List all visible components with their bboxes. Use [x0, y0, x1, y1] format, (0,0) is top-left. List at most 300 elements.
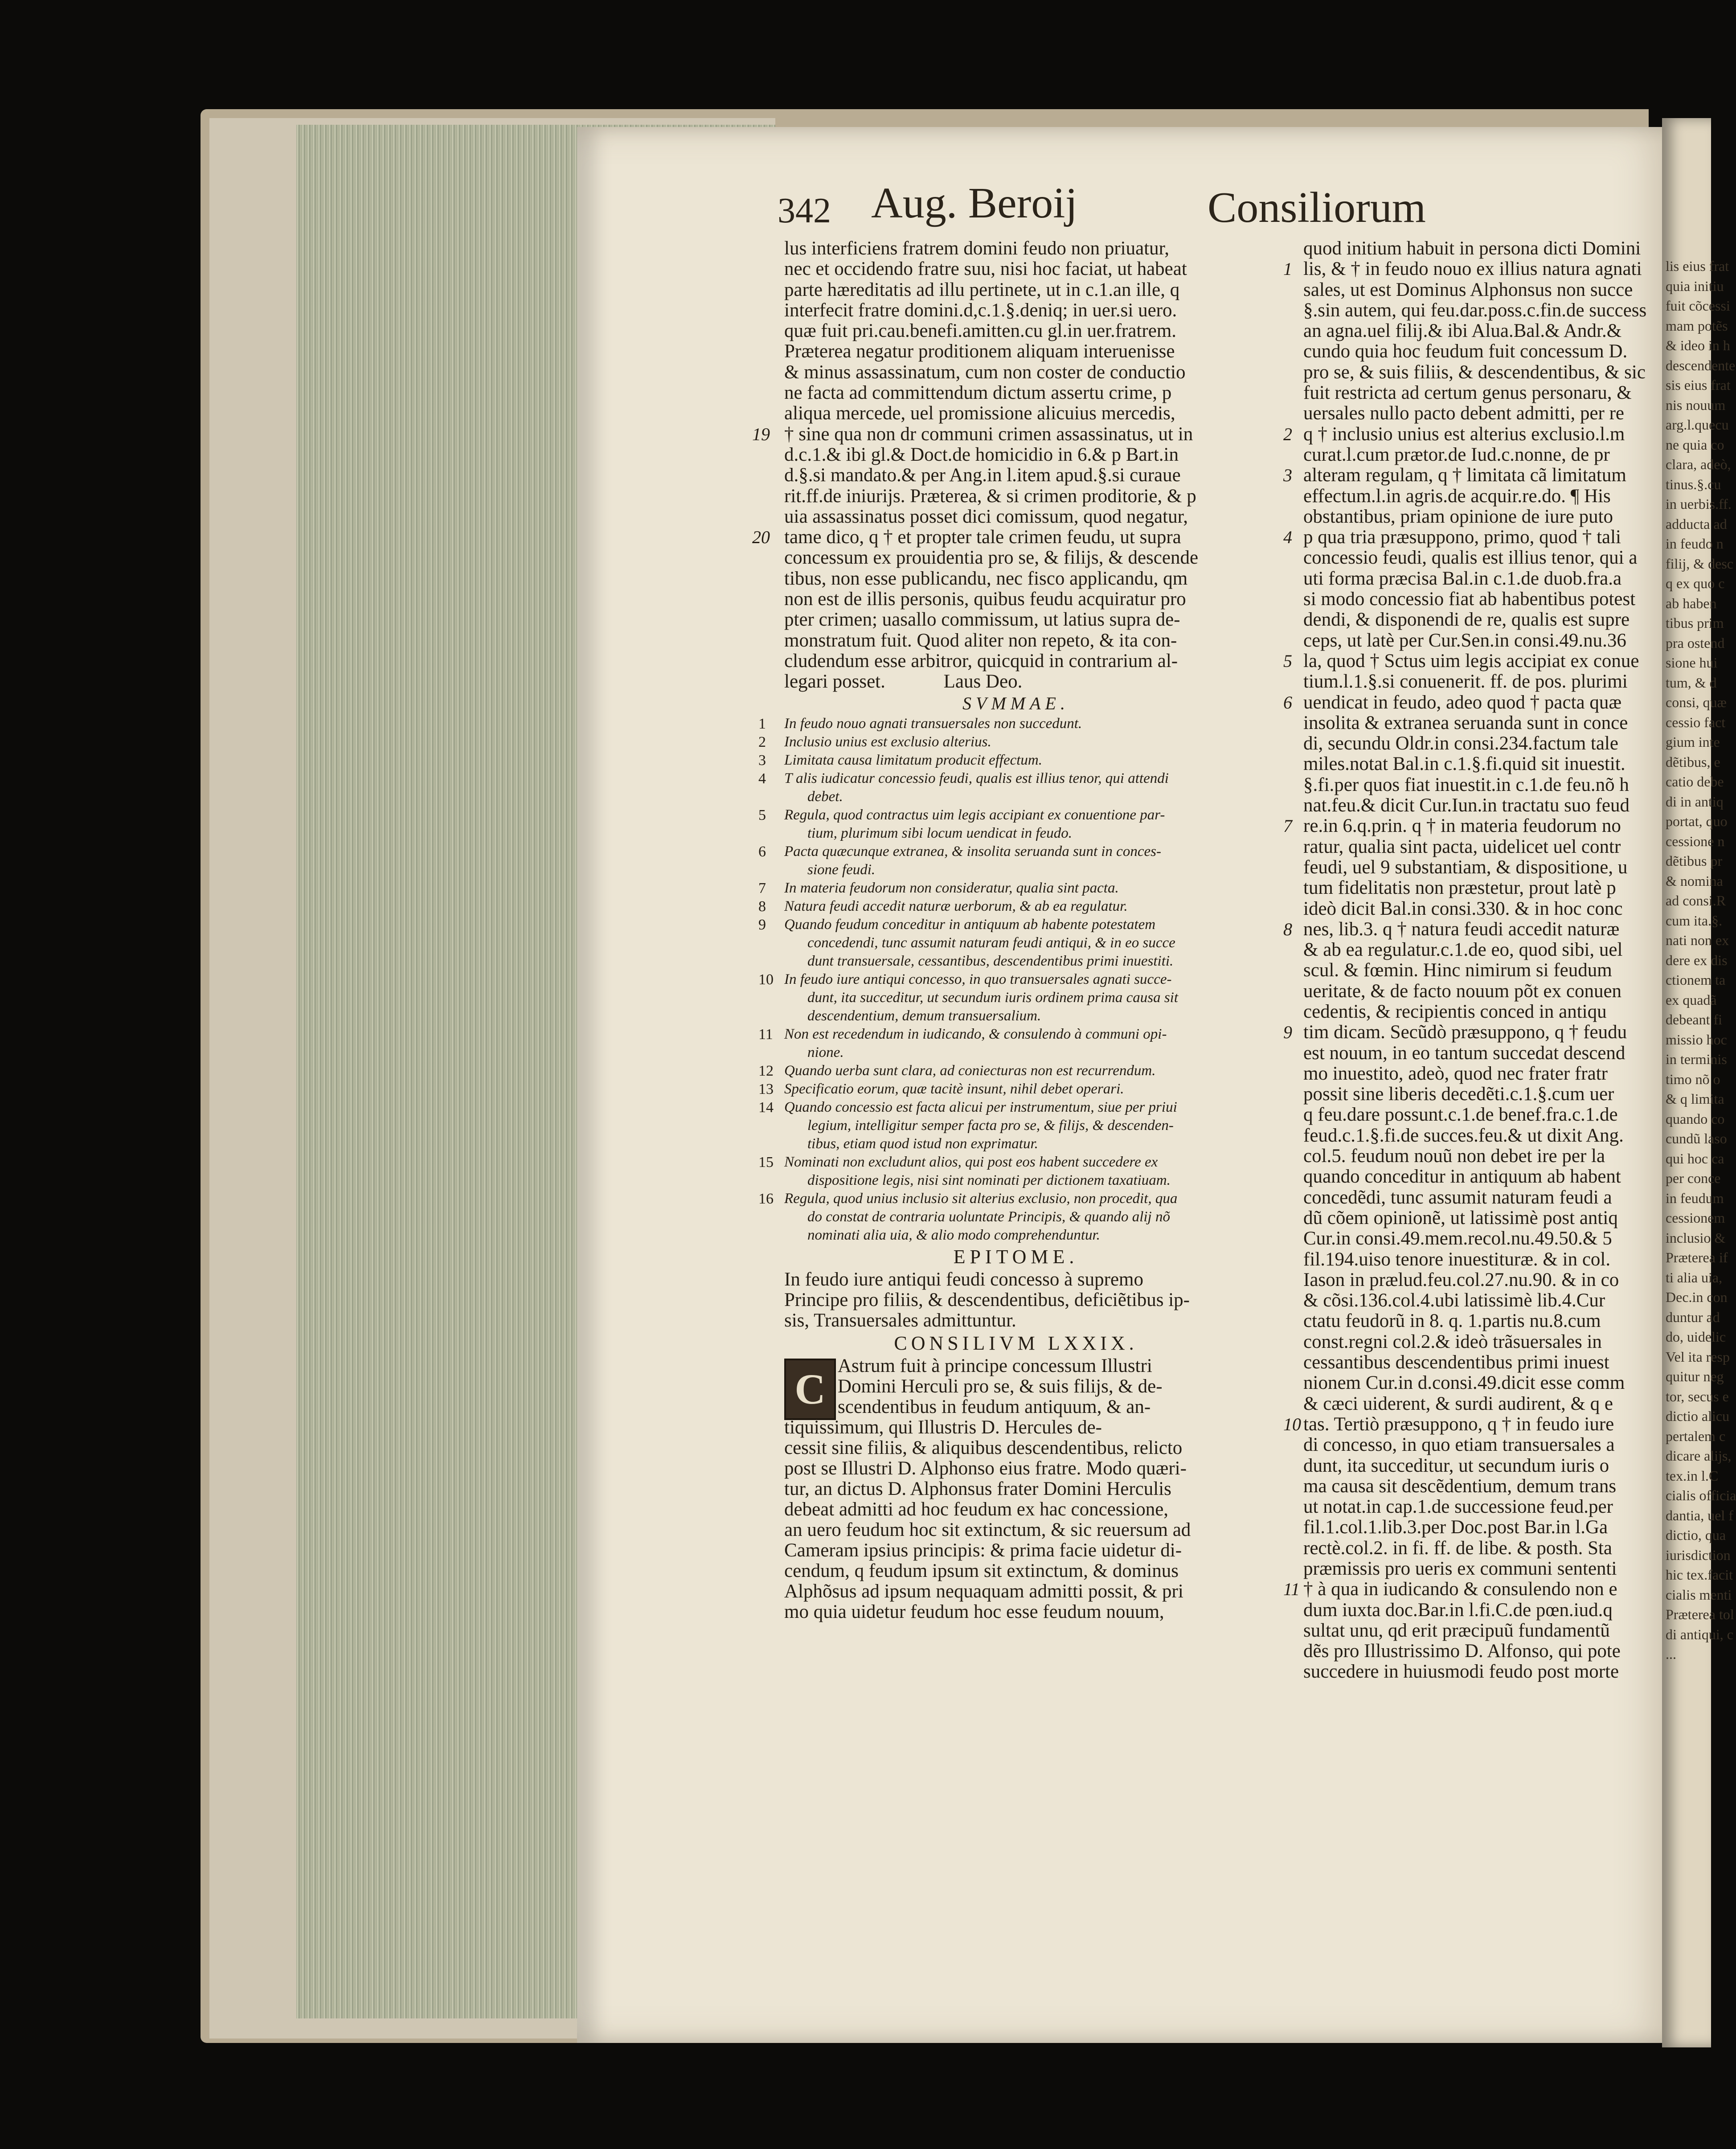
line-text: ratur, qualia sint pacta, uidelicet uel contr: [1303, 836, 1621, 857]
next-page-line: q ex quo c: [1666, 575, 1725, 591]
text-line: [1283, 1579, 1642, 1600]
line-text: quod initium habuit in persona dicti Domini: [1303, 238, 1641, 259]
next-page-line: tibus prim: [1666, 615, 1724, 631]
next-page-line: qui hoc ca: [1666, 1150, 1724, 1167]
line-text: fil.194.uiso tenore inuestituræ. & in col.: [1303, 1248, 1611, 1270]
consilium-line: cessit sine filiis, & aliquibus descendentibus, relicto: [784, 1437, 1183, 1458]
line-text: quæ fuit pri.cau.benefi.amitten.cu gl.in uer.fratrem.: [784, 320, 1177, 342]
text-line: [1303, 1641, 1642, 1662]
consilium-line: Astrum fuit à principe concessum Illustri: [838, 1355, 1152, 1376]
summary-line: nione.: [807, 1044, 844, 1060]
next-page-line: ad consi.R: [1666, 892, 1726, 909]
next-page-line: dictio, qua: [1666, 1527, 1726, 1543]
text-line: [1303, 238, 1642, 259]
margin-number: 5: [1283, 651, 1292, 671]
line-text: dunt, ita succeditur, ut secundum iuris o: [1303, 1455, 1609, 1476]
next-page-line: dẽtibus, e: [1666, 753, 1720, 770]
next-page-line: filij, & desc: [1666, 555, 1733, 572]
line-text: pro se, & suis filiis, & descendentibus, & sic: [1303, 361, 1646, 383]
line-text: concessio feudi, qualis est illius tenor, qui a: [1303, 547, 1638, 569]
text-line: [1303, 589, 1642, 610]
consilium-line: Alphõsus ad ipsum nequaquam admitti possit, & pri: [784, 1580, 1183, 1602]
next-page-line: debeant fi: [1666, 1011, 1723, 1027]
summary-number: 6: [758, 843, 766, 860]
line-text: d.§.si mandato.& per Ang.in l.item apud.§.si curaue: [784, 465, 1181, 486]
next-page-line: inclusio &: [1666, 1229, 1726, 1246]
line-text: ut notat.in cap.1.de successione feud.per: [1303, 1496, 1613, 1518]
next-page-line: cum ita.§.: [1666, 912, 1723, 929]
next-page-line: ne quia co: [1666, 436, 1724, 453]
line-text: nec et occidendo fratre suu, nisi hoc faciat, ut habeat: [784, 258, 1187, 280]
text-line: [1303, 795, 1642, 816]
summary-line: do constat de contraria uoluntate Principis, & quando alij nõ: [807, 1208, 1170, 1225]
text-line: [784, 569, 1248, 589]
summary-number: 15: [758, 1154, 774, 1171]
text-line: [1303, 1043, 1642, 1064]
summae-list: [758, 715, 1248, 1244]
text-line: [1283, 1413, 1642, 1435]
next-page-line: nati non ex: [1666, 932, 1729, 948]
line-text: mo inuestito, adeò, quod nec frater fratr: [1303, 1063, 1608, 1084]
margin-number: 10: [1283, 1414, 1301, 1434]
line-text: parte hæreditatis ad illu pertinete, ut in c.1.an ille, q: [784, 279, 1180, 300]
summary-item: [758, 715, 1248, 733]
line-text: & cõsi.136.col.4.ubi latissimè lib.4.Cur: [1303, 1290, 1605, 1311]
line-text: uersales nullo pacto debent admitti, per re: [1303, 403, 1624, 424]
epitome-line: sis, Transuersales admittuntur.: [784, 1310, 1016, 1331]
line-text: uia assassinatus posset dici comissum, quod negatur,: [784, 506, 1188, 527]
consilium-line: Domini Herculi pro se, & suis filijs, & de-: [838, 1375, 1163, 1397]
summary-number: 4: [758, 770, 766, 787]
line-text: Præterea negatur proditionem aliquam interuenisse: [784, 341, 1175, 362]
next-page-line: do, uidelic: [1666, 1329, 1726, 1345]
next-page-line: dere ex dis: [1666, 952, 1728, 968]
margin-number: 2: [1283, 424, 1292, 444]
next-page-line: ex quadã: [1666, 991, 1717, 1008]
text-line: [1303, 733, 1642, 754]
text-line: [1303, 1228, 1642, 1249]
line-text: sales, ut est Dominus Alphonsus non succe: [1303, 279, 1633, 300]
margin-number: 7: [1283, 816, 1292, 836]
line-text: tame dico, q † et propter tale crimen feudu, ut supra: [784, 527, 1181, 548]
margin-number: 3: [1283, 465, 1292, 486]
summary-item: [758, 733, 1248, 751]
consilium-line: cendum, q feudum ipsum sit extinctum, & dominus: [784, 1560, 1179, 1581]
next-page-line: in uerbis.ff.: [1666, 496, 1732, 512]
line-text: si modo concessio fiat ab habentibus potest: [1303, 589, 1636, 610]
text-line: [1303, 361, 1646, 383]
margin-number: 11: [1283, 1579, 1300, 1600]
line-text: † à qua in iudicando & consulendo non e: [1303, 1579, 1617, 1600]
next-page-line: duntur ad: [1666, 1309, 1720, 1325]
text-line: [784, 259, 1248, 279]
next-page-line: adducta ad: [1666, 516, 1727, 532]
line-text: ceps, ut latè per Cur.Sen.in consi.49.nu.36: [1303, 630, 1626, 651]
page-number: 342: [778, 191, 831, 230]
line-text: cundo quia hoc feudum fuit concessum D.: [1303, 341, 1628, 362]
text-line: [784, 300, 1248, 321]
text-line: [1303, 630, 1642, 651]
right-column: [1283, 238, 1647, 1842]
epitome-line: In feudo iure antiqui feudi concesso à supremo: [784, 1269, 1143, 1290]
text-line: [1303, 1352, 1642, 1373]
text-line: [752, 527, 1248, 548]
summary-line: Quando concessio est facta alicui per instrumentum, siue per priui: [784, 1099, 1177, 1115]
line-text: cessantibus descendentibus primi inuest: [1303, 1352, 1609, 1373]
line-text: possit sine liberis decedẽti.c.1.§.cum uer: [1303, 1084, 1614, 1105]
line-text: dendi, & disponendi de re, qualis est supre: [1303, 609, 1630, 630]
line-text: rectè.col.2. in fi. ff. de libe. & posth. Sta: [1303, 1537, 1613, 1559]
line-text: interfecit fratre domini.d,c.1.§.deniq; in uer.si uero.: [784, 299, 1177, 321]
line-text: ne facta ad committendum dictum assertu crime, p: [784, 382, 1172, 404]
line-text: concessum ex prouidentia pro se, & filijs, & descende: [784, 547, 1199, 569]
next-page-line: mam potẽs: [1666, 317, 1728, 334]
line-text: tium.l.1.§.si conuenerit. ff. de pos. plurimi: [1303, 671, 1628, 692]
line-text: la, quod † Sctus uim legis accipiat ex conue: [1303, 650, 1639, 671]
summary-line: dispositione legis, nisi sint nominati per dictionem taxatiuam.: [807, 1172, 1171, 1188]
summary-item: [758, 1153, 1248, 1190]
summary-line: Regula, quod unius inclusio sit alterius exclusio, non procedit, qua: [784, 1190, 1178, 1207]
text-line: [1303, 486, 1642, 507]
summary-line: Nominati non excludunt alios, qui post eos habent succedere ex: [784, 1154, 1158, 1170]
text-line: [1283, 527, 1642, 548]
next-page-line: gium inte: [1666, 734, 1720, 750]
line-text: re.in 6.q.prin. q † in materia feudorum no: [1303, 815, 1621, 837]
summary-number: 13: [758, 1081, 774, 1097]
line-text: lus interficiens fratrem domini feudo non priuatur,: [784, 238, 1170, 259]
text-line: [1303, 341, 1642, 362]
consilium-line: debeat admitti ad hoc feudum ex hac concessione,: [784, 1498, 1169, 1520]
next-page-line: ctionem ta: [1666, 972, 1726, 988]
line-text: quando conceditur in antiquum ab habent: [1303, 1166, 1621, 1187]
text-line: [784, 610, 1248, 630]
consilium-line: Cameram ipsius principis: & prima facie uidetur di-: [784, 1539, 1182, 1561]
text-line: [784, 341, 1248, 362]
running-head-author: Aug. Beroij: [871, 179, 1077, 227]
text-line: [1303, 1270, 1642, 1290]
text-line: [784, 486, 1248, 507]
epitome-heading: EPITOME.: [953, 1245, 1079, 1268]
summary-item: [758, 1025, 1248, 1062]
summary-line: dunt, ita succeditur, ut secundum iuris ordinem prima causa sit: [807, 989, 1178, 1006]
text-line: [1303, 713, 1642, 733]
text-line: [1303, 1662, 1642, 1682]
last-line: legari posset.: [784, 671, 885, 692]
summary-line: Limitata causa limitatum producit effectum.: [784, 752, 1042, 768]
next-page-line: dictio alicu: [1666, 1408, 1730, 1424]
next-page-line: quando co: [1666, 1110, 1725, 1127]
line-text: tas. Tertiò præsuppono, q † in feudo iure: [1303, 1413, 1614, 1435]
summary-item: [758, 879, 1248, 897]
line-text: & minus assassinatum, cum non coster de conductio: [784, 361, 1186, 383]
dropcap-initial: C: [784, 1359, 836, 1420]
line-text: sultat unu, qd erit præcipuũ fundamentũ: [1303, 1620, 1610, 1641]
next-page-line: missio hoc: [1666, 1031, 1727, 1048]
text-line: [1303, 1208, 1642, 1228]
line-text: ueritate, & de facto nouum põt ex conuen: [1303, 980, 1622, 1002]
next-page-line: tex.in l.C: [1666, 1467, 1719, 1484]
epitome-line: Principe pro filiis, & descendentibus, deficiẽtibus ip-: [784, 1289, 1190, 1310]
line-text: di, secundu Oldr.in consi.234.factum tale: [1303, 733, 1618, 754]
line-text: † sine qua non dr communi crimen assassinatus, ut in: [784, 423, 1193, 445]
line-text: Iason in prælud.feu.col.27.nu.90. & in co: [1303, 1269, 1619, 1290]
text-line: [784, 548, 1248, 568]
epitome-text: [784, 1269, 1248, 1331]
next-page-line: tum, & d: [1666, 674, 1717, 691]
summae-heading: SVMMAE.: [962, 693, 1069, 713]
text-line: [1303, 507, 1642, 527]
running-head-title: Consiliorum: [1207, 184, 1426, 232]
text-line: [784, 465, 1248, 486]
text-line: [1303, 1456, 1642, 1476]
next-page-edge: [1662, 118, 1736, 2047]
next-page-line: di in antiq: [1666, 793, 1724, 810]
text-line: [1303, 960, 1642, 981]
text-line: [1303, 445, 1642, 465]
text-line: [784, 238, 1248, 259]
summary-line: Inclusio unius est exclusio alterius.: [784, 733, 991, 750]
line-text: præmissis pro ueris ex communi sententi: [1303, 1558, 1617, 1579]
text-line: [1303, 1290, 1642, 1311]
line-text: nes, lib.3. q † natura feudi accedit naturæ: [1303, 918, 1620, 940]
text-line: [1303, 837, 1642, 857]
text-line: [1303, 1311, 1642, 1331]
next-page-line: Vel ita resp: [1666, 1348, 1730, 1365]
summary-item: [758, 806, 1248, 843]
text-line: [1303, 383, 1642, 403]
summary-line: Quando feudum conceditur in antiquum ab habente potestatem: [784, 916, 1156, 933]
line-text: effectum.l.in agris.de acquir.re.do. ¶ His: [1303, 485, 1611, 507]
line-text: uti forma præcisa Bal.in c.1.de duob.fra.a: [1303, 568, 1622, 589]
summary-item: [758, 843, 1248, 879]
line-text: est nouum, in eo tantum succedat descend: [1303, 1042, 1625, 1064]
next-page-line: lis eius frat: [1666, 258, 1729, 274]
line-text: p qua tria præsuppono, primo, quod † tali: [1303, 527, 1621, 548]
next-page-line: tor, secus e: [1666, 1388, 1729, 1404]
line-text: fil.1.col.1.lib.3.per Doc.post Bar.in l.Ga: [1303, 1517, 1608, 1538]
consilium-line: tiquissimum, qui Illustris D. Hercules de-: [784, 1416, 1102, 1438]
text-line: [1303, 280, 1642, 300]
line-text: uendicat in feudo, adeo quod † pacta quæ: [1303, 692, 1622, 713]
next-page-line: dantia, uel f: [1666, 1507, 1733, 1523]
line-text: alteram regulam, q † limitata cã limitatum: [1303, 465, 1626, 486]
text-line: [1303, 299, 1647, 321]
summary-line: tium, plurimum sibi locum uendicat in feudo.: [807, 825, 1072, 841]
text-line: [1303, 1105, 1642, 1125]
summary-item: [758, 1062, 1248, 1080]
next-page-line: tinus.§.cu: [1666, 476, 1721, 492]
text-line: [1283, 692, 1642, 713]
next-page-line: dicare alijs,: [1666, 1448, 1732, 1464]
consilium-text: [784, 1356, 1248, 1622]
summary-number: 14: [758, 1099, 774, 1116]
text-line: [1303, 1476, 1642, 1497]
next-page-line: Præterea if: [1666, 1249, 1728, 1265]
next-page-line: ti alia uia,: [1666, 1269, 1723, 1285]
summary-line: Pacta quæcunque extranea, & insolita seruanda sunt in conces-: [784, 843, 1161, 860]
line-text: tim dicam. Secũdò præsuppono, q † feudu: [1303, 1022, 1627, 1043]
next-page-line: portat, quo: [1666, 813, 1728, 829]
summary-line: Regula, quod contractus uim legis accipiant ex conuentione par-: [784, 806, 1165, 823]
text-line: [1303, 610, 1642, 630]
summary-number: 16: [758, 1190, 774, 1207]
line-text: Cur.in consi.49.mem.recol.nu.49.50.& 5: [1303, 1228, 1612, 1249]
next-page-line: arg.l.quecu: [1666, 417, 1729, 433]
text-line: [1303, 548, 1642, 568]
text-line: [1283, 815, 1642, 837]
next-page-line: & ideo in h: [1666, 337, 1730, 353]
line-text: §.sin autem, qui feu.dar.poss.c.fin.de success: [1303, 299, 1647, 321]
consilium-line: tur, an dictus D. Alphonsus frater Domini Herculis: [784, 1478, 1171, 1499]
consilium-heading: CONSILIVM LXXIX.: [894, 1332, 1138, 1354]
summary-line: nominati alia uia, & alio modo comprehenduntur.: [807, 1227, 1100, 1243]
text-line: [1303, 1146, 1642, 1167]
text-line: [1303, 1497, 1642, 1517]
line-text: feudi, uel 9 substantiam, & dispositione, u: [1303, 856, 1628, 878]
line-text: ideò dicit Bal.in consi.330. & in hoc conc: [1303, 898, 1623, 919]
text-line: [1303, 754, 1642, 774]
line-text: §.fi.per quos fiat inuestit.in c.1.de feu.nõ h: [1303, 774, 1629, 795]
summary-line: dunt transuersale, cessantibus, descendentibus primi inuestiti.: [807, 953, 1174, 969]
text-line: [1303, 857, 1642, 878]
line-text: & cæci uiderent, & surdi audirent, & q e: [1303, 1393, 1613, 1414]
next-page-line: & q limita: [1666, 1091, 1724, 1107]
next-page-line: per conce: [1666, 1170, 1721, 1186]
text-line: [1283, 423, 1642, 445]
text-line: [1283, 1022, 1642, 1043]
line-text: cludendum esse arbitror, quicquid in contrarium al-: [784, 650, 1178, 671]
summary-number: 8: [758, 898, 766, 915]
next-page-line: iurisdiction: [1666, 1547, 1731, 1563]
margin-number: 1: [1283, 259, 1292, 279]
line-text: di concesso, in quo etiam transuersales a: [1303, 1434, 1615, 1456]
text-line: [1283, 650, 1642, 671]
text-line: [784, 321, 1248, 341]
text-line: [1303, 1621, 1642, 1641]
next-page-line: in terminis: [1666, 1051, 1727, 1067]
text-line: [784, 403, 1248, 424]
text-line: [1303, 403, 1642, 424]
next-page-line: timo nõ o: [1666, 1071, 1720, 1087]
margin-number: 4: [1283, 527, 1292, 548]
next-page-line: Dec.in con: [1666, 1289, 1728, 1305]
margin-number: 20: [752, 527, 770, 548]
summary-number: 1: [758, 715, 766, 732]
text-line: [784, 383, 1248, 403]
line-text: concedẽdi, tunc assumit naturam feudi a: [1303, 1187, 1612, 1208]
summary-line: legium, intelligitur semper facta pro se, & filijs, & descenden-: [807, 1117, 1174, 1134]
laus-deo: Laus Deo.: [943, 671, 1023, 692]
line-text: monstratum fuit. Quod aliter non repeto, & ita con-: [784, 630, 1177, 651]
next-page-line: quitur neg: [1666, 1368, 1724, 1384]
next-page-line: & nomina: [1666, 872, 1723, 889]
line-text: an agna.uel filij.& ibi Alua.Bal.& Andr.&: [1303, 320, 1622, 342]
line-text: aliqua mercede, uel promissione alicuius mercedis,: [784, 403, 1175, 424]
line-text: obstantibus, priam opinione de iure puto: [1303, 506, 1613, 527]
summary-item: [758, 1190, 1248, 1244]
text-line: [1303, 1167, 1642, 1187]
next-page-line: descendente: [1666, 357, 1736, 373]
next-page-line: cessione n: [1666, 833, 1725, 849]
text-line: [1303, 1249, 1642, 1270]
summary-line: T alis iudicatur concessio feudi, qualis est illius tenor, qui attendi: [784, 770, 1169, 786]
line-text: const.regni col.2.& ideò trãsuersales in: [1303, 1331, 1602, 1352]
summary-line: tibus, etiam quod istud non exprimatur.: [807, 1135, 1038, 1152]
next-page-line: nis nouum: [1666, 397, 1726, 413]
summary-number: 9: [758, 916, 766, 933]
summary-line: Non est recedendum in iudicando, & consulendo à communi opi-: [784, 1026, 1167, 1042]
summary-number: 5: [758, 806, 766, 823]
text-line: [1303, 1600, 1642, 1621]
next-page-line: ab haben: [1666, 595, 1717, 611]
line-text: cedentis, & recipientis conced in antiqu: [1303, 1001, 1607, 1022]
text-line: [1303, 671, 1642, 692]
next-page-line: pra ostend: [1666, 634, 1725, 651]
text-line: [784, 280, 1248, 300]
line-text: dum iuxta doc.Bar.in l.fi.C.de pœn.iud.q: [1303, 1599, 1613, 1621]
line-text: insolita & extranea seruanda sunt in conce: [1303, 712, 1628, 733]
line-text: dũ cõem opinionẽ, ut latissimè post antiq: [1303, 1207, 1618, 1228]
line-text: fuit restricta ad certum genus personaru, &: [1303, 382, 1632, 404]
line-text: lis, & † in feudo nouo ex illius natura agnati: [1303, 258, 1642, 280]
text-line: [752, 423, 1248, 445]
margin-number: 8: [1283, 919, 1292, 939]
text-line: [1303, 1538, 1642, 1559]
margin-number: 19: [752, 424, 770, 444]
summary-item: [758, 897, 1248, 916]
summary-line: In feudo iure antiqui concesso, in quo transuersales agnati succe-: [784, 971, 1172, 987]
next-page-line: sione hui: [1666, 655, 1718, 671]
text-line: [784, 445, 1248, 465]
text-line: [1303, 940, 1642, 960]
line-text: non est de illis personis, quibus feudu acquiratur pro: [784, 589, 1186, 610]
text-line: [784, 589, 1248, 610]
summary-line: Specificatio eorum, quæ tacitè insunt, nihil debet operari.: [784, 1081, 1124, 1097]
next-page-line: dẽtibus pr: [1666, 853, 1723, 869]
next-page-line: catio debe: [1666, 774, 1724, 790]
line-text: curat.l.cum prætor.de Iud.c.nonne, de pr: [1303, 444, 1610, 465]
next-page-text: [1662, 256, 1736, 1664]
summary-line: sione feudi.: [807, 861, 876, 878]
next-page-line: di antiqui, c: [1666, 1626, 1733, 1642]
summary-item: [758, 916, 1248, 970]
line-text: scul. & fœmin. Hinc nimirum si feudum: [1303, 960, 1612, 981]
line-text: pter crimen; uasallo commissum, ut latius supra de-: [784, 609, 1180, 630]
text-line: [1303, 1517, 1642, 1538]
line-text: rit.ff.de iniurijs. Præterea, & si crimen proditorie, & p: [784, 485, 1196, 507]
text-line: [1303, 899, 1642, 919]
line-text: ma causa sit descẽdentium, demum trans: [1303, 1475, 1617, 1497]
text-line: [1303, 775, 1642, 795]
text-line: [1303, 981, 1642, 1002]
text-line: [1303, 1126, 1642, 1146]
text-line: [1303, 1002, 1642, 1022]
text-line: [1303, 1373, 1642, 1393]
summary-item: [758, 1098, 1248, 1153]
next-page-line: consi, quæ: [1666, 694, 1727, 710]
text-line: [1303, 1332, 1642, 1352]
line-text: q feu.dare possunt.c.1.de benef.fra.c.1.de: [1303, 1104, 1618, 1126]
summary-line: concedendi, tunc assumit naturam feudi antiqui, & in eo succe: [807, 934, 1175, 951]
line-text: tum fidelitatis non præstetur, prout latè p: [1303, 877, 1616, 899]
summary-line: Quando uerba sunt clara, ad coniecturas non est recurrendum.: [784, 1062, 1156, 1079]
summary-line: descendentium, demum transuersalium.: [807, 1007, 1041, 1024]
text-line: [1303, 1394, 1642, 1414]
line-text: q † inclusio unius est alterius exclusio.l.m: [1303, 423, 1625, 445]
line-text: nionem Cur.in d.consi.49.dicit esse comm: [1303, 1372, 1625, 1394]
left-column-lines: [752, 238, 1248, 671]
text-line: [1303, 569, 1642, 589]
